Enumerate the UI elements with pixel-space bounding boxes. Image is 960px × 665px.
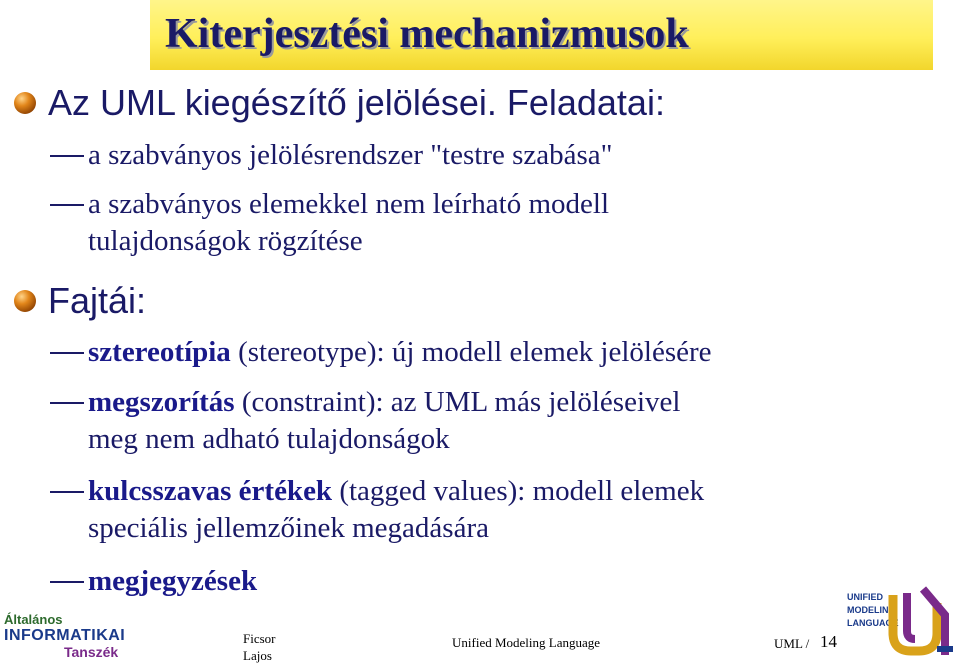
- dash-icon: [50, 204, 84, 206]
- dash-icon: [50, 581, 84, 583]
- term-description: (tagged values): modell elemek: [332, 475, 705, 507]
- term: sztereotípia: [88, 336, 231, 368]
- dash-icon: [50, 352, 84, 354]
- footer-page-label: UML /: [774, 636, 810, 651]
- sub-item: [50, 137, 613, 174]
- bullet-text: Az UML kiegészítő jelölései. Feladatai:: [48, 82, 665, 123]
- footer-page-number: 14: [820, 632, 837, 651]
- term-description-cont: meg nem adható tulajdonságok: [88, 423, 450, 455]
- term-description: (stereotype): új modell elemek jelölésére: [230, 336, 712, 368]
- bullet-fajtai: [14, 280, 146, 322]
- sub-item-text: a szabványos jelölésrendszer "testre szabása": [88, 139, 613, 171]
- bullet-ball-icon: [14, 92, 36, 114]
- term: kulcsszavas értékek: [88, 475, 333, 507]
- term-description: (constraint): az UML más jelöléseivel: [234, 386, 681, 418]
- sub-item-text-cont: tulajdonságok rögzítése: [88, 225, 363, 257]
- department-logo: Általános INFORMATIKAI Tanszék: [4, 612, 126, 660]
- sub-item-megjegyzesek: [50, 563, 257, 600]
- sub-item-kulcsszavas: [50, 473, 704, 547]
- dash-icon: [50, 402, 84, 404]
- bullet-ball-icon: [14, 290, 36, 312]
- uml-logo-icon: [845, 585, 955, 660]
- footer-course: Unified Modeling Language: [452, 635, 601, 650]
- sub-item: [50, 186, 609, 260]
- dash-icon: [50, 491, 84, 493]
- uml-logo-text: LANGUAGE: [847, 618, 899, 628]
- sub-item-megszoritas: [50, 384, 680, 458]
- footer-author: Ficsor Lajos: [243, 631, 276, 663]
- dash-icon: [50, 155, 84, 157]
- bullet-feladatai: [14, 82, 665, 124]
- term: megjegyzések: [88, 565, 258, 597]
- term-description-cont: speciális jellemzőinek megadására: [88, 512, 489, 544]
- sub-item-text: a szabványos elemekkel nem leírható modell: [88, 188, 610, 220]
- uml-logo-text: MODELING: [847, 605, 896, 615]
- slide-title: Kiterjesztési mechanizmusok: [165, 11, 689, 57]
- term: megszorítás: [88, 386, 235, 418]
- uml-logo-text: UNIFIED: [847, 592, 883, 602]
- bullet-text: Fajtái:: [48, 280, 147, 321]
- sub-item-sztereotipia: [50, 334, 712, 371]
